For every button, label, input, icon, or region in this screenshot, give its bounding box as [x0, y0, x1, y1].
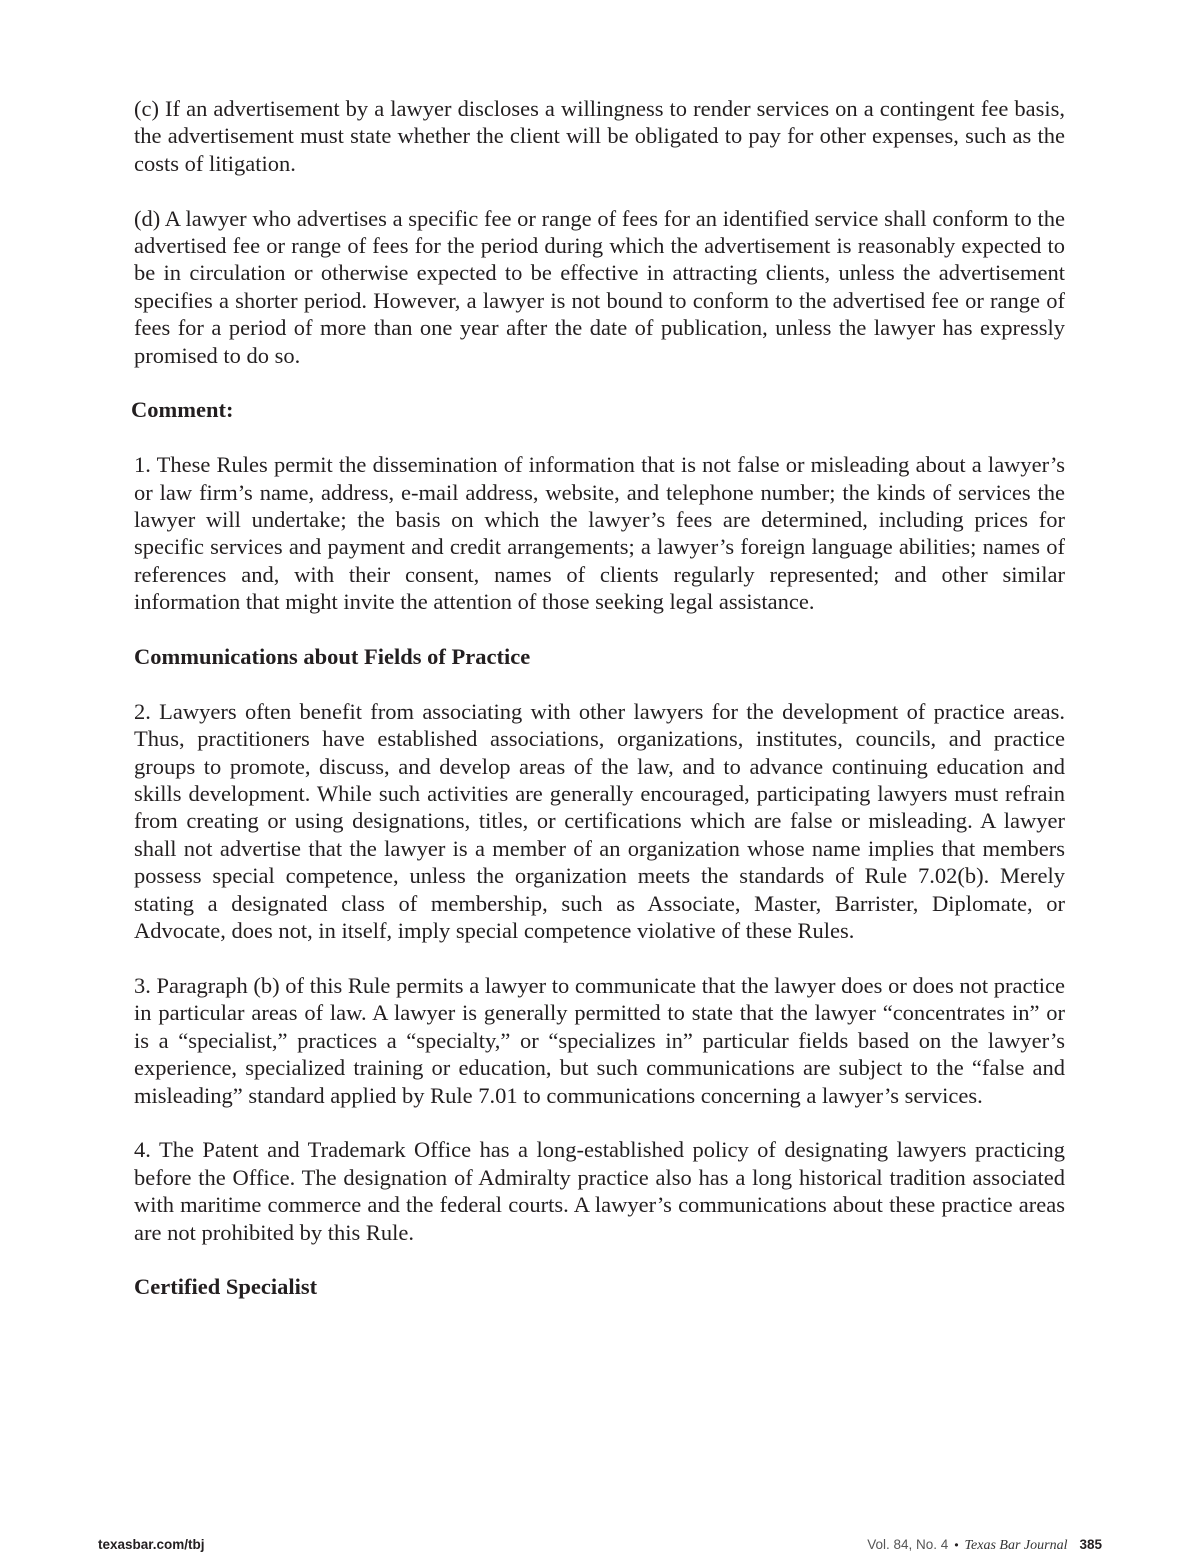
page-body — [131, 95, 1065, 1328]
certified-specialist-heading: Certified Specialist — [134, 1274, 318, 1300]
footer-page-number: 385 — [1079, 1537, 1102, 1552]
footer-site-link[interactable]: texasbar.com/tbj — [98, 1537, 205, 1552]
comment-paragraph-2: 2. Lawyers often benefit from associating with other lawyers for the development of practice areas. Thus, practitioners have established associations, organizations, institutes, councils, and practice groups to promote, discuss, and develop areas of the law, and to advance continuing education and skills development. While such activities are generally encouraged, participating lawyers must refrain from creating or using designations, titles, or certifications which are false or misleading. A lawyer shall not advertise that the lawyer is a member of an organization whose name implies that members possess special competence, unless the organization meets the standards of Rule 7.02(b). Merely stating a designated class of membership, such as Associate, Master, Barrister, Diplomate, or Advocate, does not, in itself, imply special competence violative of these Rules. — [134, 698, 1065, 944]
comment-paragraph-4: 4. The Patent and Trademark Office has a long-established policy of designating lawyers practicing before the Office. The designation of Admiralty practice also has a long historical tradition associated with maritime commerce and the federal courts. A lawyer’s communications about these practice areas are not prohibited by this Rule. — [134, 1137, 1065, 1245]
footer-journal-title: Texas Bar Journal — [964, 1538, 1068, 1553]
page-footer — [98, 1537, 1102, 1554]
footer-bullet: • — [954, 1538, 959, 1552]
comment-paragraph-3: 3. Paragraph (b) of this Rule permits a lawyer to communicate that the lawyer does or does not practice in particular areas of law. A lawyer is generally permitted to state that the lawyer “concentrates in” or is a “specialist,” practices a “specialty,” or “specializes in” particular fields based on the lawyer’s experience, specialized training or education, but such communications are subject to the “false and misleading” standard applied by Rule 7.01 to communications concerning a lawyer’s services. — [134, 972, 1065, 1108]
footer-volume: Vol. 84, No. 4 — [867, 1537, 949, 1552]
paragraph-d: (d) A lawyer who advertises a specific fee or range of fees for an identified service shall conform to the advertised fee or range of fees for the period during which the advertisement is reasonably expected to be in circulation or otherwise expected to be effective in attracting clients, unless the advertisement specifies a shorter period. However, a lawyer is not bound to conform to the advertised fee or range of fees for a period of more than one year after the date of publication, unless the lawyer has expressly promised to do so. — [134, 205, 1065, 368]
fields-of-practice-heading: Communications about Fields of Practice — [134, 644, 531, 670]
comment-heading: Comment: — [131, 397, 234, 423]
paragraph-c: (c) If an advertisement by a lawyer discloses a willingness to render services on a contingent fee basis, the advertisement must state whether the client will be obligated to pay for other expenses, such as the costs of litigation. — [134, 96, 1065, 176]
footer-publication-info — [867, 1537, 1102, 1554]
comment-paragraph-1: 1. These Rules permit the dissemination of information that is not false or misleading about a lawyer’s or law firm’s name, address, e-mail address, website, and telephone number; the kinds of services the lawyer will undertake; the basis on which the lawyer’s fees are determined, including prices for specific services and payment and credit arrangements; a lawyer’s foreign language abilities; names of references and, with their consent, names of clients regularly represented; and other similar information that might invite the attention of those seeking legal assistance. — [134, 452, 1065, 615]
